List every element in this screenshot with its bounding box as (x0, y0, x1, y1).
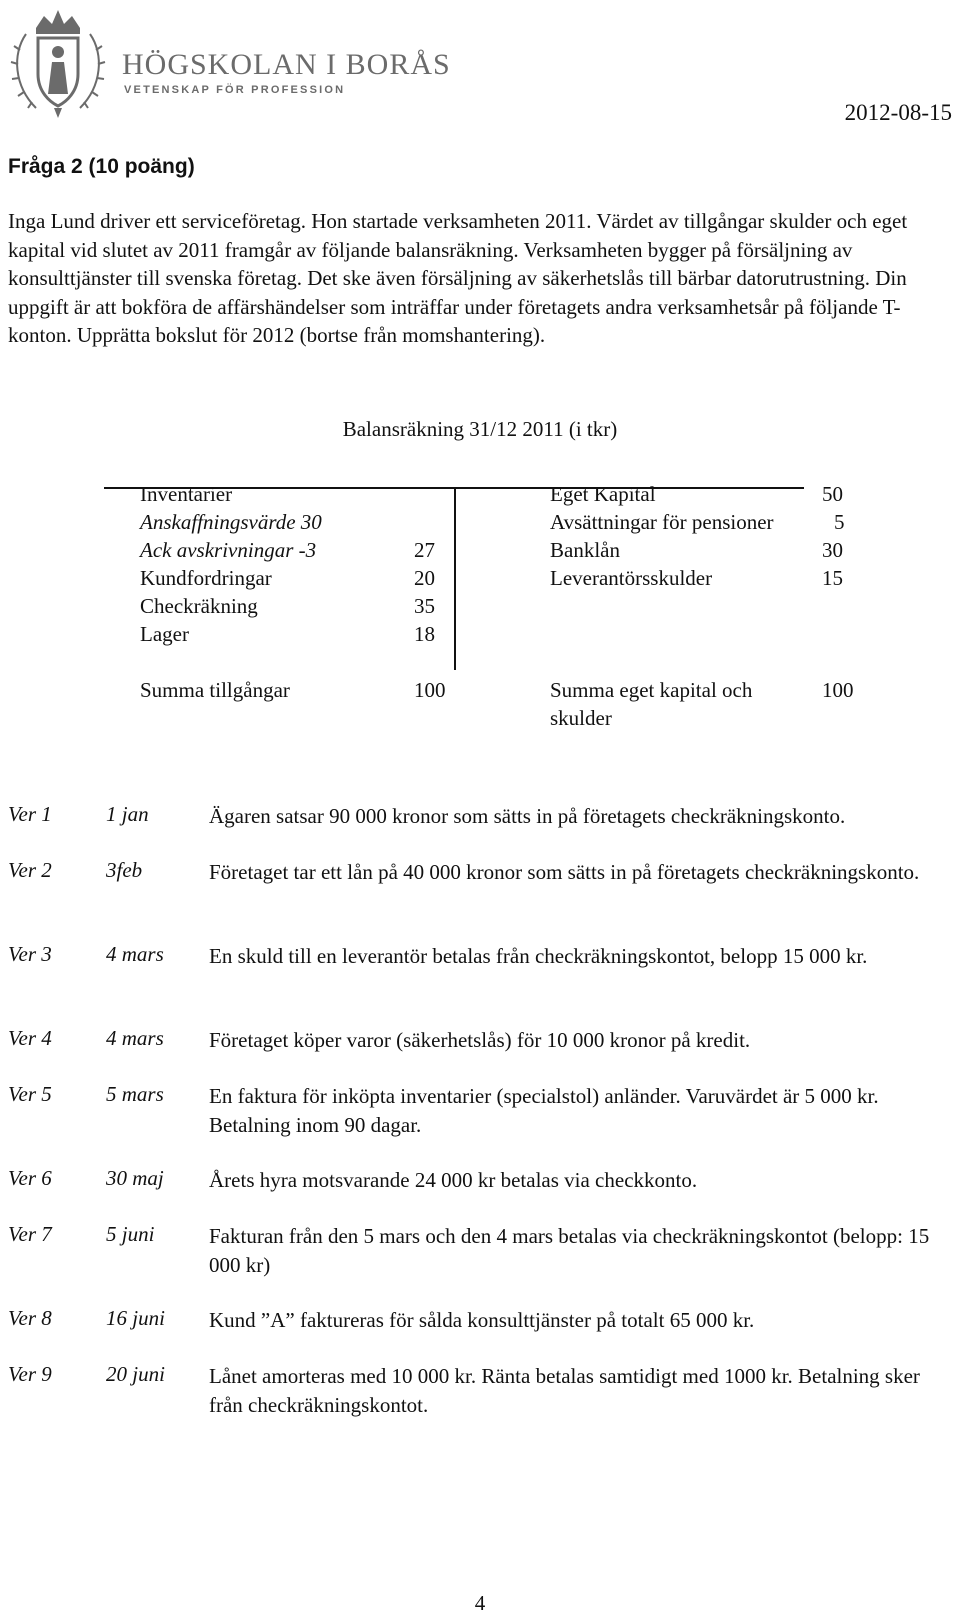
liability-label: Banklån (550, 538, 620, 562)
liability-label: Leverantörsskulder (550, 566, 713, 590)
voucher-number: Ver 9 (8, 1362, 52, 1386)
liability-label: Avsättningar för pensioner (550, 510, 774, 534)
asset-label: Lager (140, 622, 189, 646)
voucher-text: Ägaren satsar 90 000 kronor som sätts in på företagets checkräkningskonto. (209, 804, 846, 828)
voucher-text: En faktura för inköpta inventarier (specialstol) anländer. Varuvärdet är 5 000 kr. Betalning inom 90 dagar. (209, 1084, 879, 1137)
voucher-text: Företaget tar ett lån på 40 000 kronor som sätts in på företagets checkräkningskonto. (209, 860, 920, 884)
university-crest-logo (6, 4, 110, 122)
voucher-date: 5 juni (106, 1222, 155, 1246)
asset-value: 18 (414, 622, 435, 646)
voucher-date: 4 mars (106, 942, 164, 966)
voucher-text: En skuld till en leverantör betalas från checkräkningskontot, belopp 15 000 kr. (209, 944, 868, 968)
voucher-number: Ver 7 (8, 1222, 52, 1246)
voucher-text: Företaget köper varor (säkerhetslås) för 10 000 kronor på kredit. (209, 1028, 751, 1052)
voucher-number: Ver 8 (8, 1306, 52, 1330)
voucher-date: 1 jan (106, 802, 149, 826)
document-date: 2012-08-15 (844, 100, 952, 125)
voucher-date: 3feb (106, 858, 143, 882)
logo-wordmark: HÖGSKOLAN I BORÅS (122, 48, 451, 81)
asset-value: 20 (414, 566, 435, 590)
total-assets-label: Summa tillgångar (140, 678, 290, 702)
asset-value: 35 (414, 594, 435, 618)
intro-paragraph: Inga Lund driver ett serviceföretag. Hon startade verksamheten 2011. Värdet av tillgångar skulder och eget kapital vid slutet av 2011 framgår av följande balansräkning. Verksamheten bygger på försäljning av konsulttjänster till svenska företag. Det ske även försäljning av säkerhetslås till bärbar datorutrustning. Din uppgift är att bokföra de affärshändelser som inträffar under företagets andra verksamhetsår på följande T-konton. Upprätta bokslut för 2012 (bortse från momshantering). (8, 209, 908, 347)
voucher-number: Ver 2 (8, 858, 52, 882)
liability-value: 30 (822, 538, 843, 562)
voucher-number: Ver 1 (8, 802, 52, 826)
voucher-date: 4 mars (106, 1026, 164, 1050)
question-title: Fråga 2 (10 poäng) (8, 155, 195, 178)
voucher-text: Lånet amorteras med 10 000 kr. Ränta betalas samtidigt med 1000 kr. Betalning sker från checkräkningskontot. (209, 1364, 920, 1417)
voucher-date: 20 juni (106, 1362, 165, 1386)
voucher-date: 30 maj (106, 1166, 164, 1190)
asset-label: Inventarier (140, 482, 233, 506)
asset-label: Checkräkning (140, 594, 258, 618)
balance-sheet-divider (454, 488, 456, 670)
voucher-number: Ver 4 (8, 1026, 52, 1050)
liability-value: 5 (834, 510, 845, 534)
asset-label: Anskaffningsvärde 30 (140, 510, 322, 534)
voucher-text: Årets hyra motsvarande 24 000 kr betalas via checkkonto. (209, 1168, 698, 1192)
total-liabilities-value: 100 (822, 678, 854, 702)
liability-label: Eget Kapital (550, 482, 656, 506)
page-number: 4 (474, 1591, 486, 1615)
logo-tagline: VETENSKAP FÖR PROFESSION (124, 84, 346, 96)
voucher-text: Kund ”A” faktureras för sålda konsulttjänster på totalt 65 000 kr. (209, 1308, 755, 1332)
voucher-number: Ver 5 (8, 1082, 52, 1106)
asset-label: Ack avskrivningar -3 (140, 538, 317, 562)
asset-label: Kundfordringar (140, 566, 272, 590)
voucher-number: Ver 6 (8, 1166, 52, 1190)
liability-value: 50 (822, 482, 843, 506)
voucher-date: 5 mars (106, 1082, 164, 1106)
liability-value: 15 (822, 566, 843, 590)
voucher-number: Ver 3 (8, 942, 52, 966)
total-assets-value: 100 (414, 678, 446, 702)
asset-value: 27 (414, 538, 435, 562)
voucher-text: Fakturan från den 5 mars och den 4 mars betalas via checkräkningskontot (belopp: 15 000 kr) (209, 1224, 930, 1277)
voucher-date: 16 juni (106, 1306, 165, 1330)
total-liabilities-label: Summa eget kapital och skulder (550, 678, 753, 730)
balance-sheet-title: Balansräkning 31/12 2011 (i tkr) (342, 417, 618, 441)
